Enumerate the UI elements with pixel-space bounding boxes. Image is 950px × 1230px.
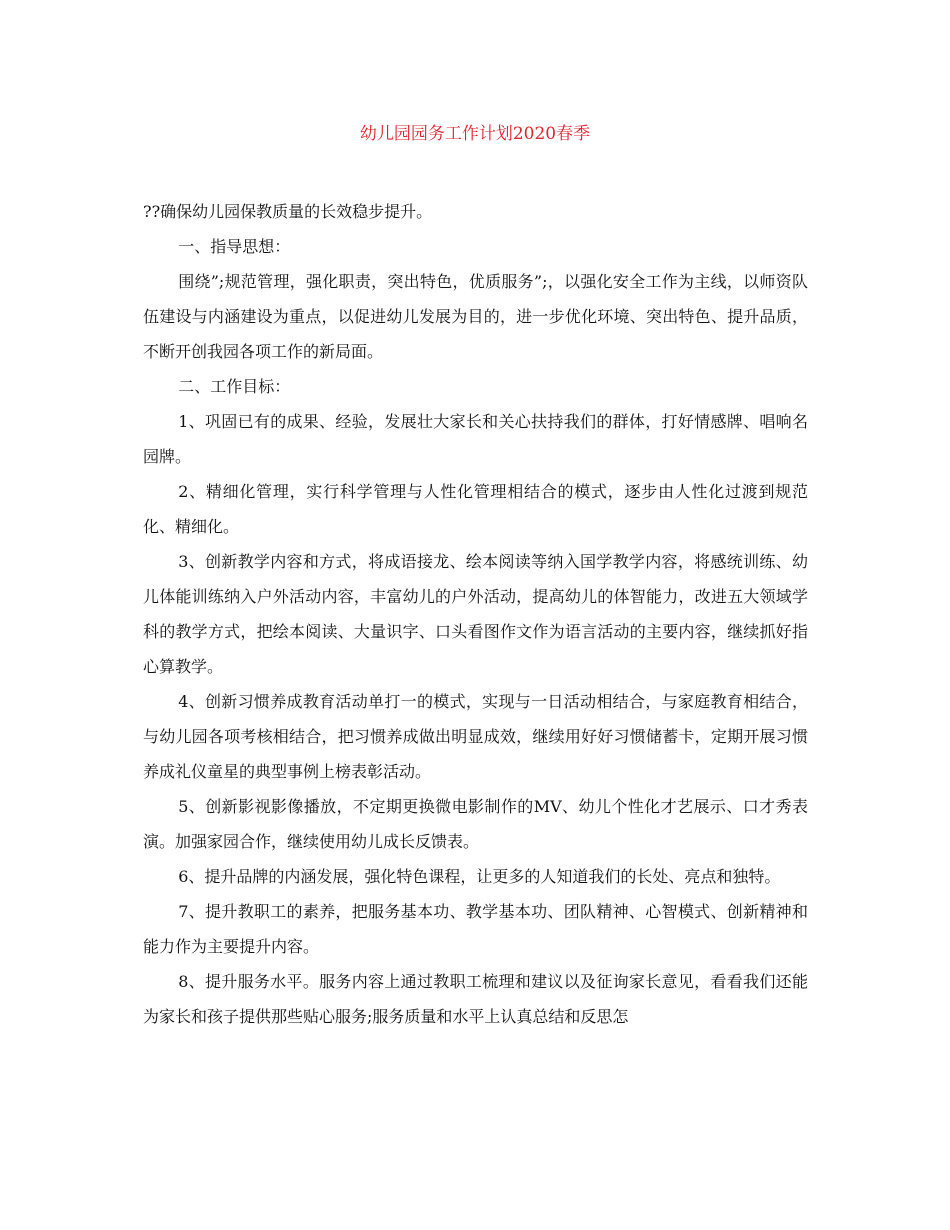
document-title: 幼儿园园务工作计划2020春季 [359, 124, 591, 144]
goal-item-4: 4、创新习惯养成教育活动单打一的模式，实现与一日活动相结合，与家庭教育相结合，与幼儿园各项考核相结合，把习惯养成做出明显成效，继续用好好习惯储蓄卡，定期开展习惯养成礼仪童星的典型事例上榜表彰活动。 [143, 692, 808, 781]
heading-work-goals: 二、工作目标： [178, 377, 291, 396]
goal-item-2: 2、精细化管理，实行科学管理与人性化管理相结合的模式，逐步由人性化过渡到规范化、精细化。 [143, 482, 808, 536]
goal-item-7: 7、提升教职工的素养，把服务基本功、教学基本功、团队精神、心智模式、创新精神和能力作为主要提升内容。 [143, 902, 808, 956]
document-body [143, 194, 808, 1034]
paragraph-guiding-thought: 围绕”;规范管理，强化职责，突出特色，优质服务”;，以强化安全工作为主线，以师资队伍建设与内涵建设为重点，以促进幼儿发展为目的，进一步优化环境、突出特色、提升品质，不断开创我园各项工作的新局面。 [143, 272, 808, 361]
goal-item-6: 6、提升品牌的内涵发展，强化特色课程，让更多的人知道我们的长处、亮点和独特。 [178, 867, 781, 886]
goal-item-1: 1、巩固已有的成果、经验，发展壮大家长和关心扶持我们的群体，打好情感牌、唱响名园牌。 [143, 412, 808, 466]
goal-item-3: 3、创新教学内容和方式，将成语接龙、绘本阅读等纳入国学教学内容，将感统训练、幼儿体能训练纳入户外活动内容，丰富幼儿的户外活动，提高幼儿的体智能力，改进五大领域学科的教学方式，把绘本阅读、大量识字、口头看图作文作为语言活动的主要内容，继续抓好指心算教学。 [143, 552, 808, 676]
goal-item-5: 5、创新影视影像播放，不定期更换微电影制作的MV、幼儿个性化才艺展示、口才秀表演。加强家园合作，继续使用幼儿成长反馈表。 [143, 797, 808, 851]
paragraph-intro: ??确保幼儿园保教质量的长效稳步提升。 [143, 202, 433, 221]
goal-item-8: 8、提升服务水平。服务内容上通过教职工梳理和建议以及征询家长意见，看看我们还能为家长和孩子提供那些贴心服务;服务质量和水平上认真总结和反思怎 [143, 972, 808, 1026]
heading-guiding-thought: 一、指导思想： [178, 237, 291, 256]
